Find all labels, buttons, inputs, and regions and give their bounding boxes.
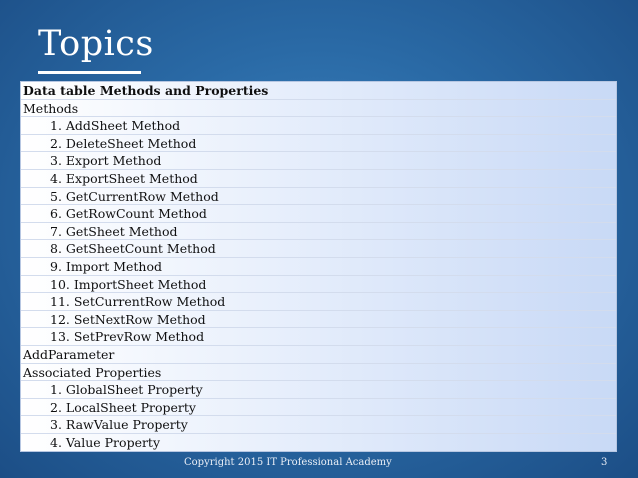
table-row-text: AddParameter [23,346,115,362]
table-row-section [21,346,616,364]
table-row-item [21,434,616,452]
table-row-item [21,223,616,241]
table-row-item [21,117,616,135]
table-row-item [21,276,616,294]
copyright-text: Copyright 2015 IT Professional Academy [184,457,392,468]
table-row-text: 12. SetNextRow Method [50,311,206,327]
table-row-item [21,399,616,417]
table-row-text: 4. ExportSheet Method [50,170,198,186]
table-row-text: 1. GlobalSheet Property [50,382,203,398]
table-row-text: 1. AddSheet Method [50,118,181,134]
table-row-item [21,416,616,434]
table-row-section [21,364,616,382]
table-row-item [21,240,616,258]
table-row-text: 8. GetSheetCount Method [50,241,216,257]
table-row-text: 4. Value Property [50,434,161,450]
table-row-item [21,258,616,276]
table-row-item [21,205,616,223]
table-row-text: Methods [23,100,79,116]
slide-title: Topics [38,24,154,64]
table-row-text: 9. Import Method [50,258,162,274]
table-row-item [21,170,616,188]
table-row-text: 7. GetSheet Method [50,223,178,239]
table-row-item [21,381,616,399]
table-row-text: Associated Properties [23,364,162,380]
table-row-text: 5. GetCurrentRow Method [50,188,219,204]
table-row-item [21,135,616,153]
table-row-item [21,311,616,329]
table-row-item [21,293,616,311]
table-row-text: 11. SetCurrentRow Method [50,294,226,310]
page-number: 3 [601,457,608,468]
table-row-text: Data table Methods and Properties [23,83,269,98]
table-row-item [21,188,616,206]
title-underline [38,71,141,74]
table-row-text: 2. LocalSheet Property [50,399,196,415]
table-row-text: 6. GetRowCount Method [50,206,207,222]
slide-footer [0,457,638,473]
topics-table [20,81,617,452]
table-row-section [21,82,616,100]
table-row-item [21,152,616,170]
table-row-text: 3. Export Method [50,153,162,169]
table-row-text: 10. ImportSheet Method [50,276,207,292]
table-row-section [21,100,616,118]
table-row-text: 3. RawValue Property [50,417,188,433]
table-row-item [21,328,616,346]
table-row-text: 13. SetPrevRow Method [50,329,205,345]
table-row-text: 2. DeleteSheet Method [50,135,197,151]
